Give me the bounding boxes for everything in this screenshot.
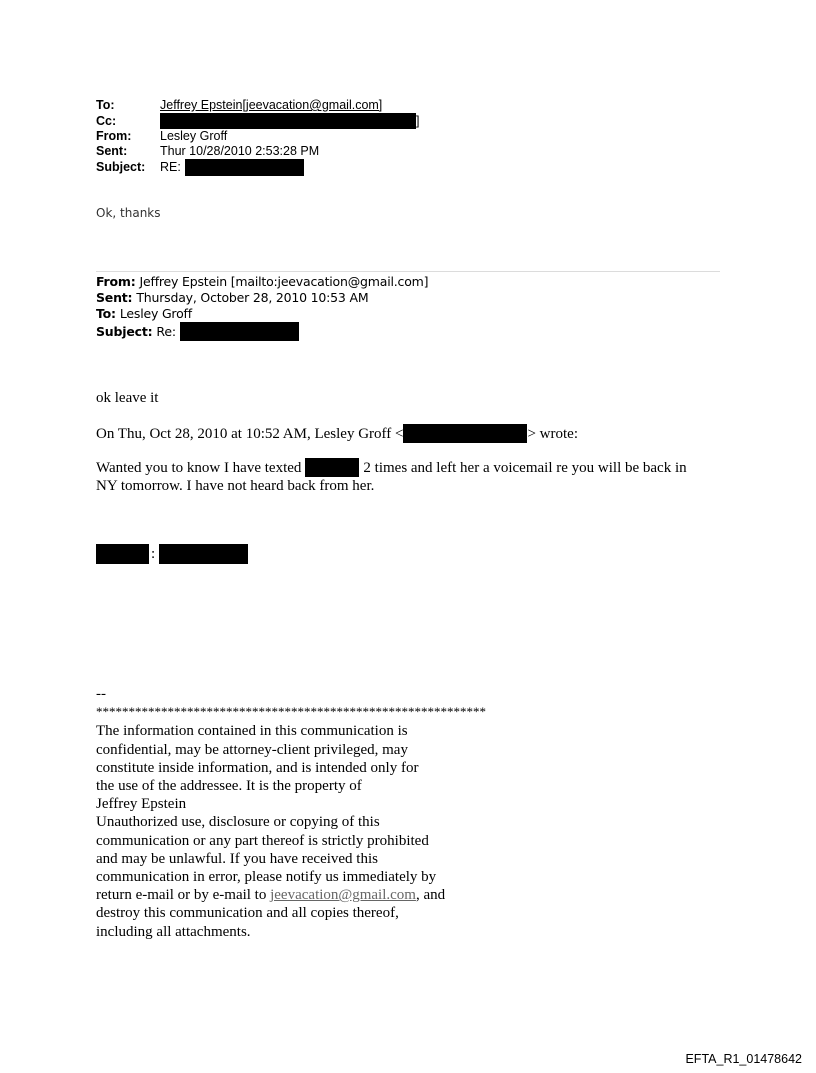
paragraph-line-2: NY tomorrow. I have not heard back from her. <box>96 478 375 494</box>
quoted-from-value: Jeffrey Epstein [mailto:jeevacation@gmail.com] <box>139 274 429 289</box>
attribution-start: On Thu, Oct 28, 2010 at 10:52 AM, Lesley Groff < <box>96 425 404 442</box>
email-line-prefix: return e-mail or by e-mail to <box>96 887 271 904</box>
email-line-suffix: , and <box>415 887 446 904</box>
signature-separator: : <box>151 545 156 562</box>
stars-separator: ************************************************************ <box>96 704 486 720</box>
sent-label: Sent: <box>96 144 128 158</box>
notice-line: constitute inside information, and is intended only for <box>96 759 419 776</box>
notice-line: destroy this communication and all copies thereof, <box>96 905 399 922</box>
header-to-row <box>96 98 419 113</box>
paragraph-part-1: Wanted you to know I have texted <box>96 459 302 476</box>
notice-line: The information contained in this communication is <box>96 723 408 740</box>
quoted-subject-label: Subject: <box>96 323 153 339</box>
notice-line: Unauthorized use, disclosure or copying of this <box>96 814 380 831</box>
message-paragraph <box>96 458 746 495</box>
notice-email-line <box>96 886 596 904</box>
header-cc-row <box>96 113 419 129</box>
quoted-from-row <box>96 274 428 290</box>
quoted-from-label: From: <box>96 274 136 289</box>
attribution-end: > wrote: <box>527 425 578 442</box>
notice-line: Jeffrey Epstein <box>96 796 187 813</box>
quoted-sent-label: Sent: <box>96 290 133 305</box>
subject-prefix: RE: <box>160 160 181 174</box>
message-line-1: ok leave it <box>96 390 159 406</box>
signature-dashes: -- <box>96 686 106 702</box>
cc-suffix: ] <box>416 113 420 128</box>
to-label: To: <box>96 98 115 112</box>
quoted-to-row <box>96 306 428 322</box>
signature-redaction-2 <box>159 544 248 564</box>
attribution-line <box>96 424 578 443</box>
paragraph-part-2: 2 times and left her a voicemail re you will be back in <box>363 459 687 476</box>
header-sent-row <box>96 144 419 159</box>
notice-line: the use of the addressee. It is the property of <box>96 778 362 795</box>
subject-redaction <box>185 159 304 176</box>
to-value: Jeffrey Epstein[jeevacation@gmail.com] <box>160 98 383 112</box>
confidentiality-notice <box>96 685 596 941</box>
from-value: Lesley Groff <box>160 129 228 143</box>
notice-line: and may be unlawful. If you have received this <box>96 850 378 867</box>
divider <box>96 271 720 272</box>
notice-line: communication or any part thereof is strictly prohibited <box>96 832 429 849</box>
quoted-subject-row <box>96 322 428 341</box>
reply-body: Ok, thanks <box>96 206 161 220</box>
quoted-to-value: Lesley Groff <box>119 306 192 321</box>
signature-line <box>96 544 248 564</box>
sent-value: Thur 10/28/2010 2:53:28 PM <box>160 144 320 158</box>
notice-line: including all attachments. <box>96 923 251 940</box>
cc-redaction <box>160 113 416 129</box>
email-header <box>96 98 419 176</box>
quoted-subject-prefix: Re: <box>156 323 176 339</box>
paragraph-redaction <box>305 458 359 477</box>
attribution-redaction <box>403 424 527 443</box>
email-link[interactable]: jeevacation@gmail.com <box>270 887 416 904</box>
from-label: From: <box>96 129 132 143</box>
quoted-sent-row <box>96 290 428 306</box>
notice-line: communication in error, please notify us immediately by <box>96 869 437 886</box>
signature-redaction-1 <box>96 544 149 564</box>
header-subject-row <box>96 159 419 176</box>
header-from-row <box>96 129 419 144</box>
cc-label: Cc: <box>96 113 117 128</box>
document-id: EFTA_R1_01478642 <box>685 1052 802 1066</box>
quoted-subject-redaction <box>180 322 299 341</box>
quoted-header <box>96 274 428 341</box>
notice-line: confidential, may be attorney-client privileged, may <box>96 741 408 758</box>
quoted-sent-value: Thursday, October 28, 2010 10:53 AM <box>136 290 369 305</box>
quoted-to-label: To: <box>96 306 116 321</box>
subject-label: Subject: <box>96 160 146 174</box>
